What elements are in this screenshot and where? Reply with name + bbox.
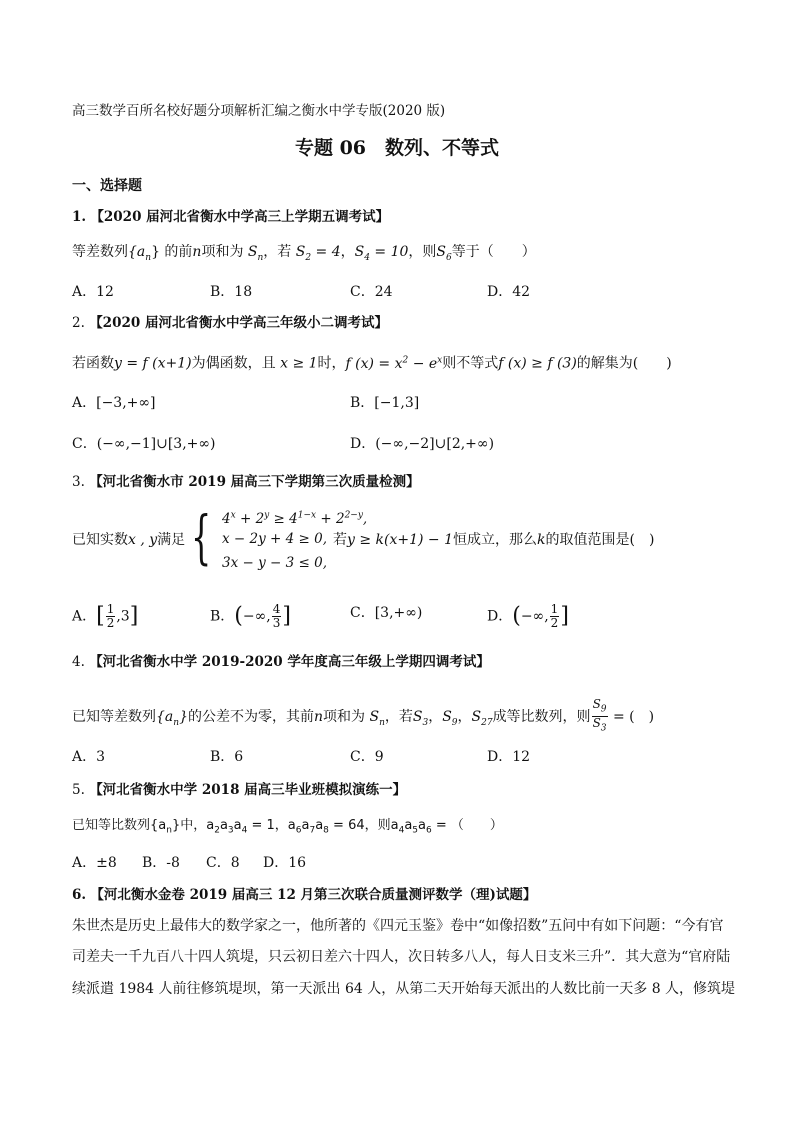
q2-func: y = f (x+1) xyxy=(114,355,192,372)
q6-source-label: 【河北衡水金卷 2019 届高三 12 月第三次联合质量测评数学（理)试题】 xyxy=(90,887,537,903)
q1-number: 1. xyxy=(72,209,87,225)
q3-option-b: B．(−∞, $\frac{4}{3}$ ] xyxy=(210,602,291,630)
q1-option-b: B．18 xyxy=(210,284,253,300)
q4-option-c: C．9 xyxy=(350,749,384,765)
q5-source-label: 【河北省衡水中学 2018 届高三毕业班模拟演练一】 xyxy=(89,782,407,798)
q3-option-d: D．(−∞, $\frac{1}{2}$ ] xyxy=(487,602,569,630)
q2-fx: f $(x) = x^2 - e^x$ xyxy=(345,355,443,372)
q1-stem: 等差数列$\{a_n\}$ 的前n项和为 $S_n$，若 $S_2 = 4$，$S_4 = 10$，则$S_6$等于（ ） xyxy=(72,244,536,263)
q2-source xyxy=(72,313,388,333)
q5-source xyxy=(72,780,406,800)
q3-system-eq3 xyxy=(222,554,327,572)
q2-stem-text-c: 时， xyxy=(317,355,346,372)
q3-option-c: C．[3,+∞) xyxy=(350,605,423,621)
q4-stem-text-e: 成等比数列，则 xyxy=(492,708,591,725)
q5-option-a: A．±8 xyxy=(72,855,117,871)
q2-cond: x ≥ 1 xyxy=(280,355,318,372)
q3-option-a: A．[ $\frac{1}{2}$ ,3] xyxy=(72,602,139,630)
q4-stem-text-b: 的公差不为零，其前 xyxy=(187,708,314,725)
q1-cond2: $S_4 = 10$ xyxy=(354,244,409,263)
q3-source xyxy=(72,472,420,492)
q3-stem-right xyxy=(333,530,654,550)
q1-stem-text-f: 等于（ ） xyxy=(451,244,536,260)
q3-stem-text-e: 的取值范围是( ) xyxy=(545,532,655,548)
q5-option-c: C．8 xyxy=(206,855,240,871)
q1-source-label: 【2020 届河北省衡水中学高三上学期五调考试】 xyxy=(90,209,390,225)
q1-seq-text: {a xyxy=(128,244,146,260)
q5-stem-p1: = 1，a xyxy=(251,818,296,833)
q3-stem-text-b: 满足 xyxy=(157,532,186,548)
q4-source-label: 【河北省衡水中学 2019-2020 学年度高三年级上学期四调考试】 xyxy=(89,654,490,670)
q4-n: n xyxy=(313,708,324,725)
q2-option-d: D．(−∞,−2]∪[2,+∞) xyxy=(350,436,495,452)
q3-cond: y ≥ k(x+1) − 1 xyxy=(347,532,454,548)
q1-stem-text-a: 等差数列 xyxy=(72,244,128,260)
q4-option-a: A．3 xyxy=(72,749,106,765)
q1-cond2-value: = 10 xyxy=(374,244,409,260)
q3-stem-left xyxy=(72,530,185,550)
q2-option-a: A．[−3,+∞] xyxy=(72,395,156,411)
q4-stem-text-c: 项和为 xyxy=(323,708,366,725)
page-title: 专题 06 数列、不等式 xyxy=(294,137,500,159)
q5-stem-text-a: 已知等比数列{a xyxy=(72,818,167,833)
q2-number: 2. xyxy=(72,315,85,331)
q1-stem-text-d: ，若 xyxy=(263,244,292,260)
q1-seq: {$a_n$ xyxy=(128,244,152,263)
q3-vars: x , y xyxy=(128,532,158,548)
q5-stem-text-c: = （ ） xyxy=(435,818,503,833)
q4-ratio: $\frac{S_9}{S_3}$ xyxy=(592,697,607,734)
q4-option-b: B．6 xyxy=(210,749,244,765)
q4-stem-text-a: 已知等差数列 xyxy=(72,708,156,725)
q3-system-eq2 xyxy=(222,530,327,548)
q1-stem-text-e: ，则 xyxy=(408,244,437,260)
q4-seq: $\{a_n\}$ xyxy=(156,708,188,728)
q1-source xyxy=(72,207,389,227)
q1-cond1: $S_2 = 4$ xyxy=(295,244,341,263)
q2-stem xyxy=(72,350,672,374)
q4-stem: 已知等差数列$\{a_n\}$的公差不为零，其前n项和为 $S_n$，若$S_3$，$S_9$，$S_{27}$成等比数列，则 $\frac{S_9}{S_3}$ = ( ) xyxy=(72,697,655,734)
q4-sn: $S_n$ xyxy=(369,708,385,728)
q2-stem-text-e: 的解集为( ) xyxy=(576,355,672,372)
q6-line-3: 续派遣 1984 人前往修筑堤坝，第一天派出 64 人，从第二天开始每天派出的人数比前一天多 8 人，修筑堤 xyxy=(72,981,736,997)
q2-stem-text-a: 若函数 xyxy=(72,355,114,372)
q4-number: 4. xyxy=(72,654,85,670)
q6-line-2: 司差夫一千九百八十四人筑堤，只云初日差六十四人，次日转多八人，每人日支米三升”．其大意为“官府陆 xyxy=(72,949,731,965)
q5-stem-text-b: }中，a xyxy=(171,818,215,833)
q3-stem-text-a: 已知实数 xyxy=(72,532,128,548)
document-header: 高三数学百所名校好题分项解析汇编之衡水中学专版(2020 版) xyxy=(72,103,446,119)
q1-cond1-value: = 4 xyxy=(315,244,341,260)
q3-number: 3. xyxy=(72,474,85,490)
q2-option-c: C．(−∞,−1]∪[3,+∞) xyxy=(72,436,216,452)
section-heading: 一、选择题 xyxy=(72,178,142,194)
q3-source-label: 【河北省衡水市 2019 届高三下学期第三次质量检测】 xyxy=(89,474,420,490)
q2-stem-text-d: 则不等式 xyxy=(442,355,499,372)
q1-stem-text-c: 项和为 xyxy=(201,244,244,260)
q1-s6: $S_6$ xyxy=(436,244,452,263)
q3-sys3-text: 3x − y − 3 ≤ 0, xyxy=(222,555,327,571)
q6-number: 6. xyxy=(72,887,87,903)
q1-option-d: D．42 xyxy=(487,284,531,300)
q4-s9: $S_9$ xyxy=(442,708,458,728)
q3-k: k xyxy=(537,532,546,548)
q3-stem-text-c: 若 xyxy=(333,532,347,548)
q5-number: 5. xyxy=(72,782,85,798)
q3-sys2-text: x − 2y + 4 ≥ 0, xyxy=(222,531,327,547)
q5-option-d: D．16 xyxy=(263,855,307,871)
q3-system-eq1: $4^x + 2^y \ge 4^{1-x} + 2^{2-y}$, xyxy=(222,510,368,527)
q5-option-b: B．-8 xyxy=(142,855,180,871)
q3-stem-text-d: 恒成立，那么 xyxy=(453,532,538,548)
q1-sn: $S_n$ xyxy=(247,244,264,263)
q4-source xyxy=(72,652,490,672)
q2-fx-text: f (x) = x xyxy=(345,355,403,372)
q6-source xyxy=(72,885,536,905)
q5-stem: 已知等比数列$\{a_n\}$中，$a_2a_3a_4 = 1$，$a_6a_7a_8 = 64$，则$a_4a_5a_6$ = （ ） xyxy=(72,818,503,836)
q4-option-d: D．12 xyxy=(487,749,531,765)
q5-stem-p2: = 64，则a xyxy=(333,818,399,833)
q2-option-b: B．[−1,3] xyxy=(350,395,420,411)
q1-sn-letter: S xyxy=(247,244,258,260)
q4-stem-text-d: ，若 xyxy=(384,708,413,725)
q1-n: n xyxy=(192,244,202,260)
q1-stem-text-b: } 的前 xyxy=(151,244,193,260)
q6-line-1: 朱世杰是历史上最伟大的数学家之一，他所著的《四元玉鉴》卷中“如像招数”五问中有如下问题：“今有官 xyxy=(72,918,724,934)
q1-option-a: A．12 xyxy=(72,284,114,300)
q2-ineq: f (x) ≥ f (3) xyxy=(498,355,577,372)
q2-source-label: 【2020 届河北省衡水中学高三年级小二调考试】 xyxy=(89,315,388,331)
q4-stem-text-f: = ( ) xyxy=(612,708,655,725)
q1-option-c: C．24 xyxy=(350,284,393,300)
q3-system-brace: { xyxy=(191,503,212,571)
q4-s27: $S_{27}$ xyxy=(471,708,493,728)
q4-s3: $S_3$ xyxy=(412,708,429,728)
q2-stem-text-b: 为偶函数，且 xyxy=(191,355,276,372)
